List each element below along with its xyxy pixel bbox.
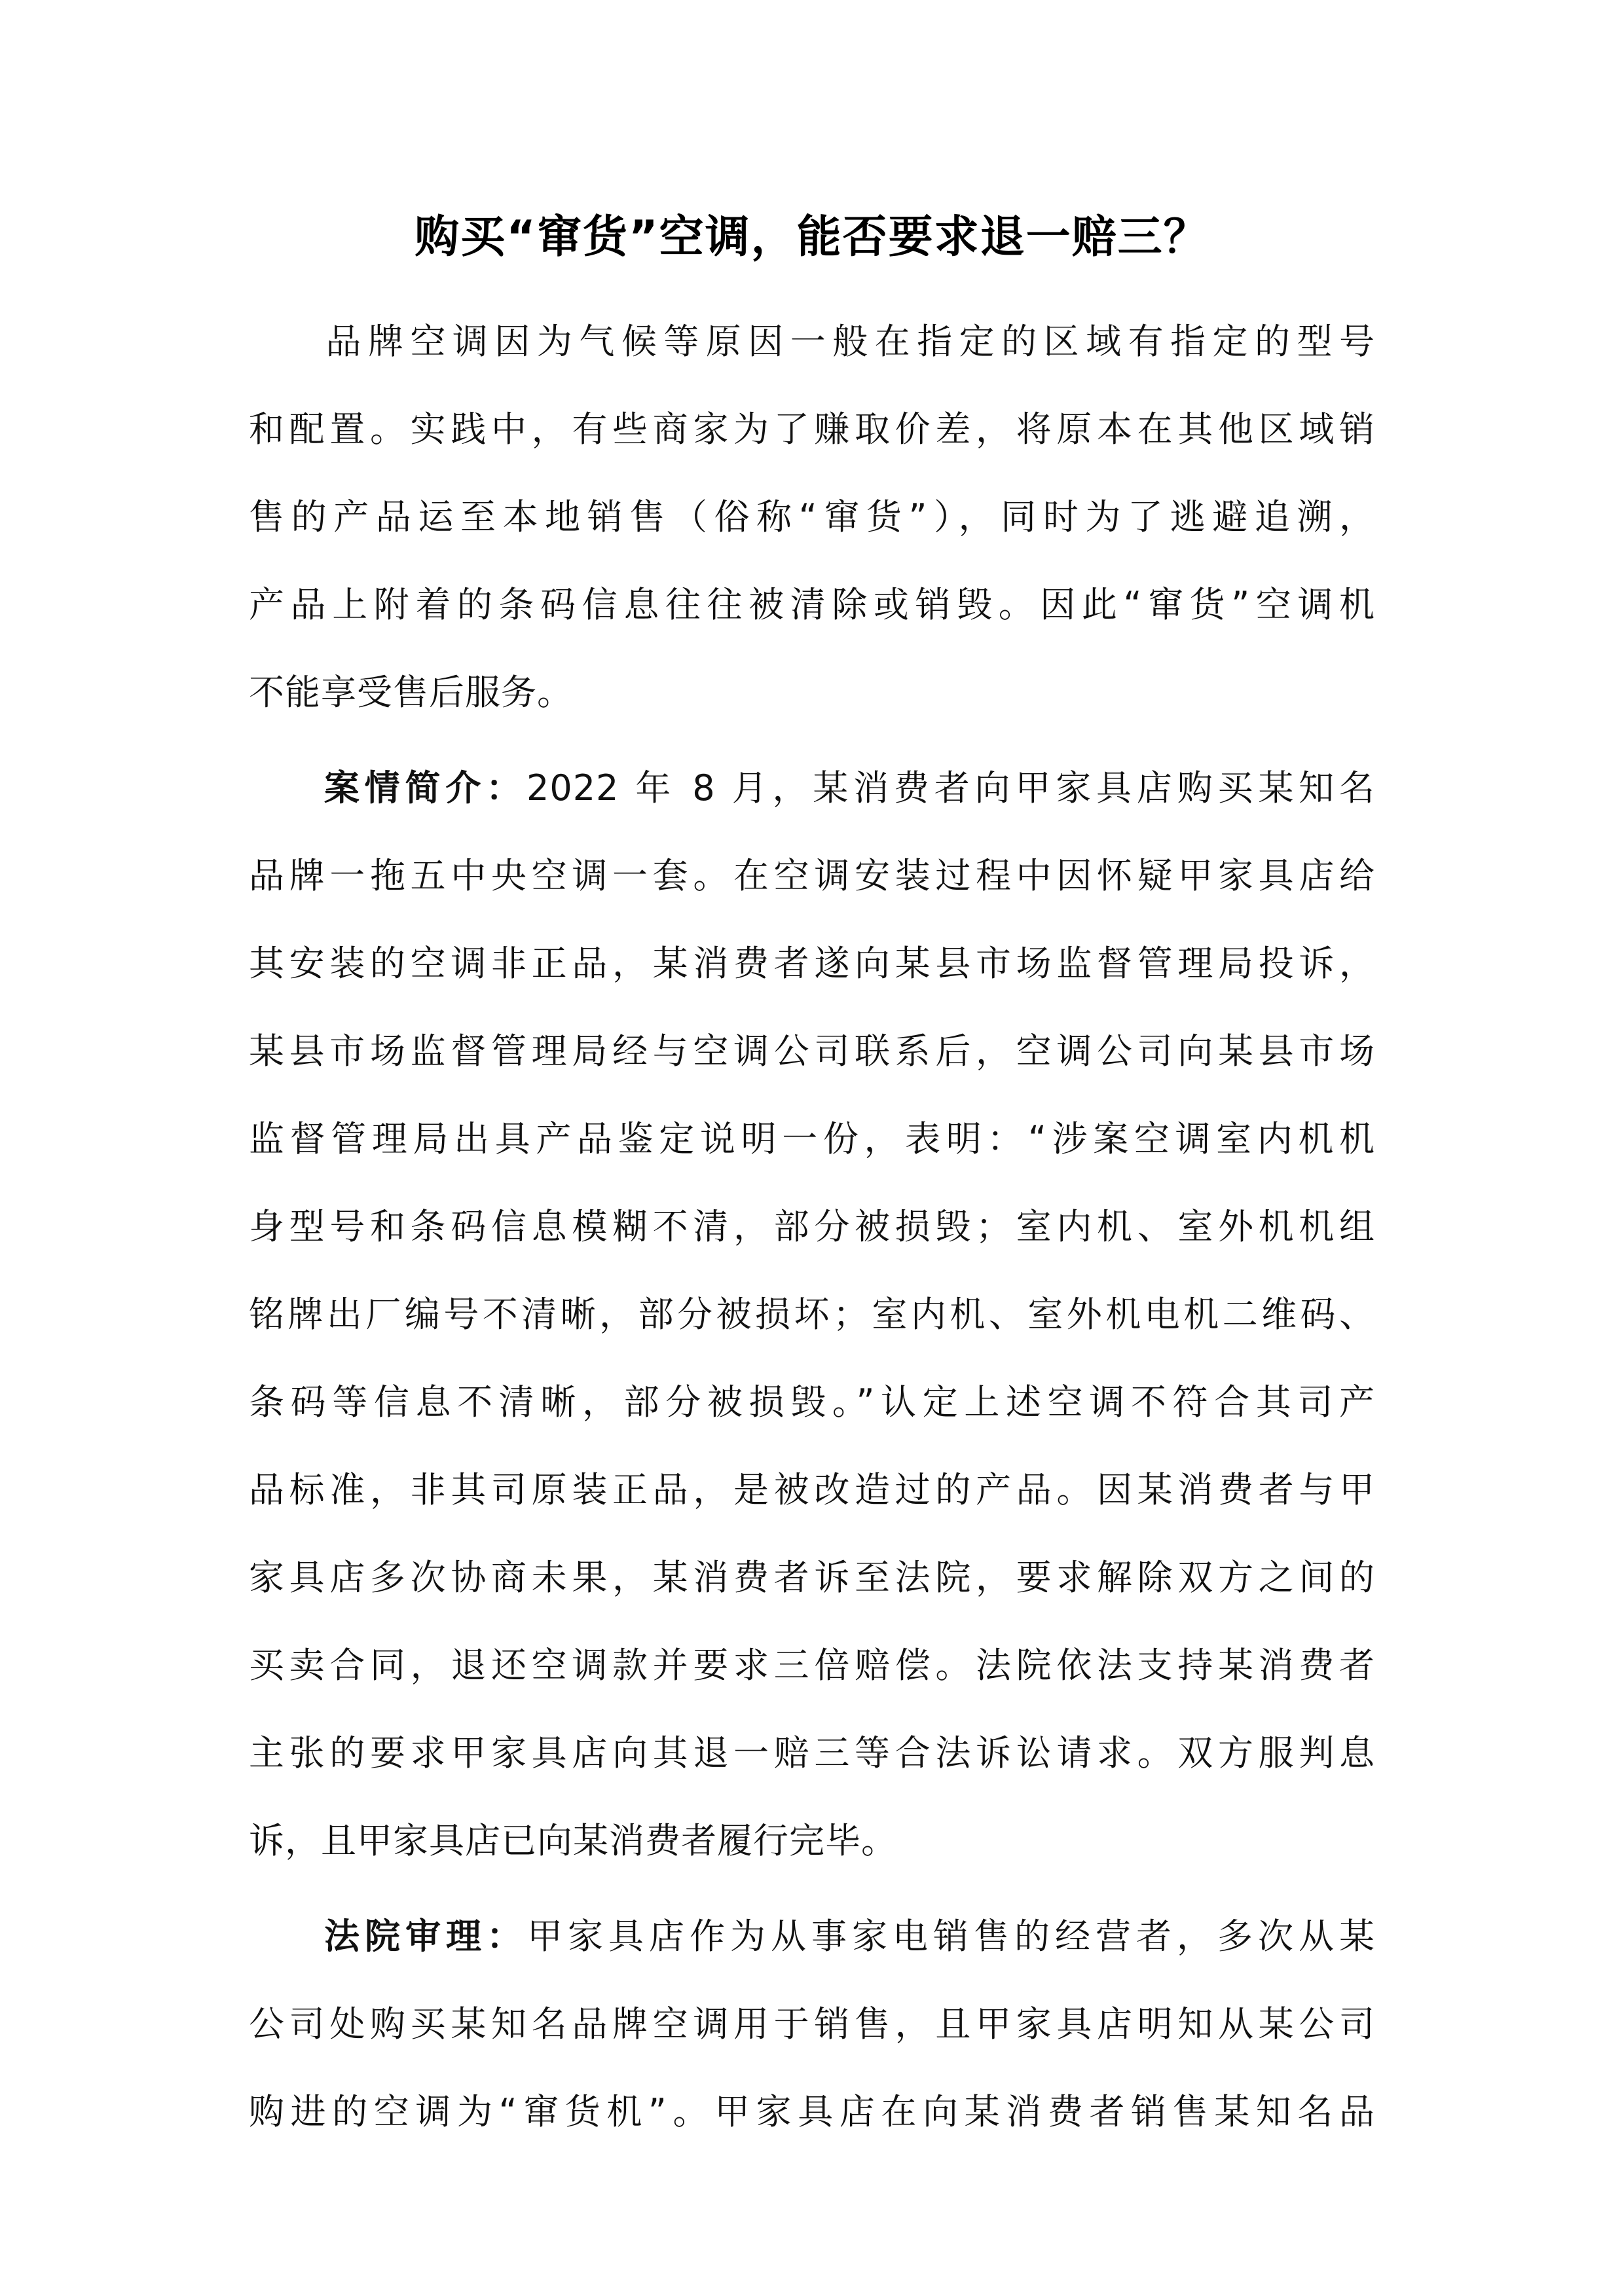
section-heading-case-summary: 案情简介： xyxy=(320,767,526,809)
text-line: 买卖合同，退还空调款并要求三倍赔偿。法院依法支持某消费者 xyxy=(249,1645,1375,1686)
text-line: 条码等信息不清晰，部分被损毁。”认定上述空调不符合其司产 xyxy=(249,1381,1375,1423)
text-line: 铭牌出厂编号不清晰，部分被损坏；室内机、室外机电机二维码、 xyxy=(249,1294,1375,1335)
text-line: 不能享受售后服务。 xyxy=(249,672,573,713)
text-line: 品标准，非其司原装正品，是被改造过的产品。因某消费者与甲 xyxy=(249,1469,1375,1510)
text-line: 品牌一拖五中央空调一套。在空调安装过程中因怀疑甲家具店给 xyxy=(249,855,1375,896)
paragraph-case-summary xyxy=(249,744,1375,1885)
paragraph-intro xyxy=(249,298,1375,737)
document-body xyxy=(249,298,1375,2164)
text-line: 身型号和条码信息模糊不清，部分被损毁；室内机、室外机机组 xyxy=(249,1206,1375,1247)
text-line: 和配置。实践中，有些商家为了赚取价差，将原本在其他区域销 xyxy=(249,409,1375,450)
text-line: 诉，且甲家具店已向某消费者履行完毕。 xyxy=(249,1820,897,1861)
text-line: 公司处购买某知名品牌空调用于销售，且甲家具店明知从某公司 xyxy=(249,2003,1375,2045)
text-line: 案情简介：2022 年 8 月，某消费者向甲家具店购买某知名 xyxy=(320,767,1375,809)
text-line: 品牌空调因为气候等原因一般在指定的区域有指定的型号 xyxy=(320,321,1375,362)
text-line: 主张的要求甲家具店向其退一赔三等合法诉讼请求。双方服判息 xyxy=(249,1732,1375,1774)
text-line: 购进的空调为“窜货机”。甲家具店在向某消费者销售某知名品 xyxy=(249,2091,1375,2132)
text-line: 售的产品运至本地销售（俗称“窜货”），同时为了逃避追溯， xyxy=(249,496,1375,538)
document-title: 购买“窜货”空调，能否要求退一赔三？ xyxy=(415,211,1209,263)
text-line: 监督管理局出具产品鉴定说明一份，表明：“涉案空调室内机机 xyxy=(249,1118,1375,1159)
text-line: 产品上附着的条码信息往往被清除或销毁。因此“窜货”空调机 xyxy=(249,584,1375,625)
text-line: 某县市场监督管理局经与空调公司联系后，空调公司向某县市场 xyxy=(249,1030,1375,1072)
section-heading-court-review: 法院审理： xyxy=(320,1916,527,1957)
text-line: 法院审理：甲家具店作为从事家电销售的经营者，多次从某 xyxy=(320,1916,1375,1957)
text-line: 家具店多次协商未果，某消费者诉至法院，要求解除双方之间的 xyxy=(249,1557,1375,1598)
text-line: 其安装的空调非正品，某消费者遂向某县市场监督管理局投诉， xyxy=(249,943,1375,984)
paragraph-court-review xyxy=(249,1893,1375,2156)
